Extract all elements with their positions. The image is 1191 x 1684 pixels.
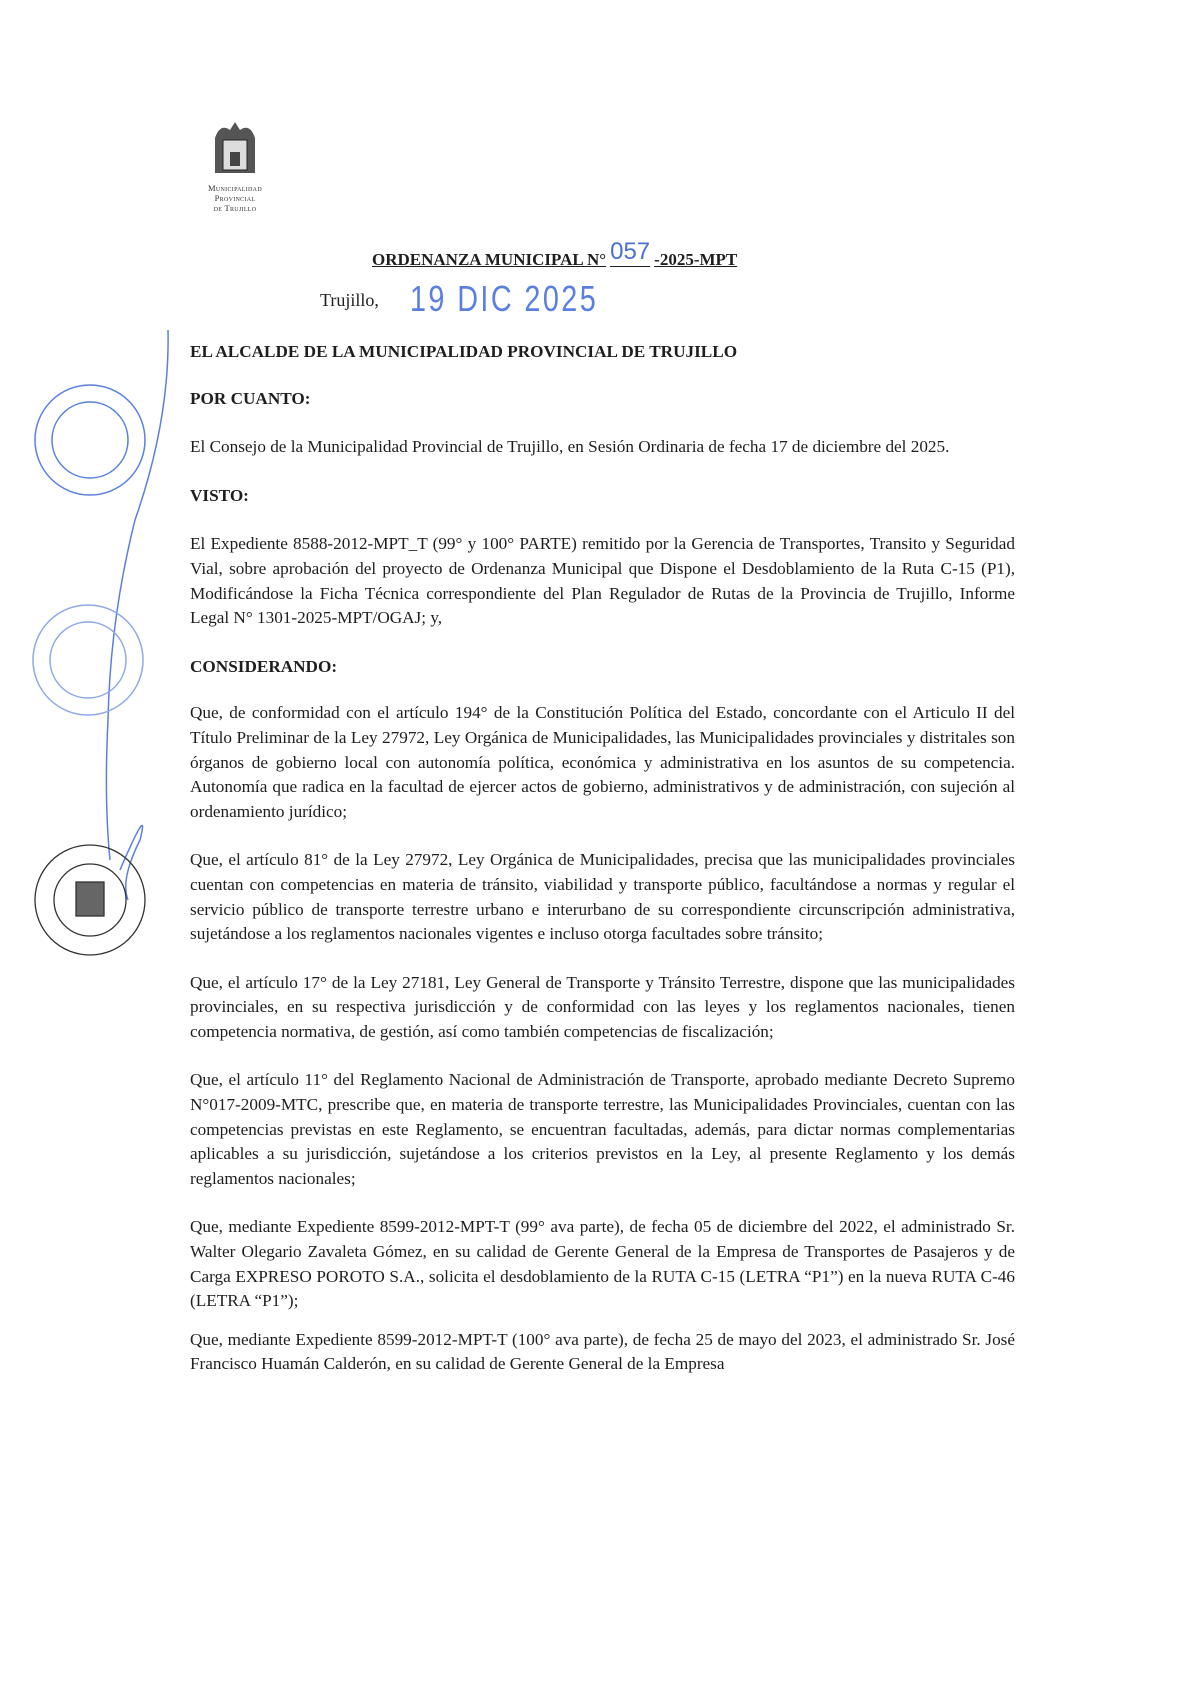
municipal-logo [190,118,280,213]
paragraph: Que, mediante Expediente 8599-2012-MPT-T (99° ava parte), de fecha 05 de diciembre del 2022, el administrado Sr. Walter Olegario Zavaleta Gómez, en su calidad de Gerente General de la Empresa de Transportes de Pasajeros y de Carga EXPRESO POROTO S.A., solicita el desdoblamiento de la RUTA C-15 (LETRA “P1”) en la nueva RUTA C-46 (LETRA “P1”); [190,1217,1015,1311]
section-por-cuanto [190,387,1015,460]
section-heading: POR CUANTO: [190,388,311,408]
stamps-and-signature [0,0,200,1000]
paragraph: El Expediente 8588-2012-MPT_T (99° y 100° PARTE) remitido por la Gerencia de Transportes, Transito y Seguridad Vial, sobre aprobación del proyecto de Ordenanza Municipal que Dispone el Desdoblamiento de la Ruta C-15 (P1), Modificándose la Ficha Técnica correspondiente del Plan Regulador de Rutas de la Provincia de Trujillo, Informe Legal N° 1301-2025-MPT/OGAJ; y, [190,534,1015,628]
paragraph: Que, de conformidad con el artículo 194° de la Constitución Política del Estado, concordante con el Articulo II del Título Preliminar de la Ley 27972, Ley Orgánica de Municipalidades, las Municipalidades provinciales y distritales son órganos de gobierno local con autonomía política, económica y administrativa en los asuntos de su competencia. Autonomía que radica en la facultad de ejercer actos de gobierno, administrativos y de administración, con sujeción al ordenamiento jurídico; [190,703,1015,821]
title-prefix: ORDENANZA MUNICIPAL N° [372,250,607,269]
document-body [190,340,1015,1401]
document-title [372,238,738,272]
date-stamp: 19 DIC 2025 [410,278,599,319]
place: Trujillo, [320,290,379,310]
addressee: EL ALCALDE DE LA MUNICIPALIDAD PROVINCIAL DE TRUJILLO [190,342,738,361]
coat-of-arms-icon [205,118,265,178]
section-heading: CONSIDERANDO: [190,656,338,676]
paragraph: Que, el artículo 17° de la Ley 27181, Ley General de Transporte y Tránsito Terrestre, dispone que las municipalidades provinciales, en su respectiva jurisdicción y de conformidad con las leyes y los reglamentos nacionales, tienen competencia normativa, de gestión, así como también competencias de fiscalización; [190,972,1015,1041]
title-suffix: -2025-MPT [654,250,738,269]
paragraph: Que, el artículo 11° del Reglamento Nacional de Administración de Transporte, aprobado mediante Decreto Supremo N°017-2009-MTC, prescribe que, en materia de transporte terrestre, las Municipalidades Provinciales, cuentan con las competencias previstas en este Reglamento, se encuentran facultadas, además, para dictar normas complementarias aplicables a su jurisdicción, sujetándose a los criterios previstos en la Ley, al presente Reglamento y los demás reglamentos nacionales; [190,1070,1015,1188]
logo-line: de Trujillo [213,203,257,213]
paragraph: Que, el artículo 81° de la Ley 27972, Ley Orgánica de Municipalidades, precisa que las municipalidades provinciales cuentan con competencias en materia de tránsito, viabilidad y transporte público, facultándose a normas y regular el servicio público de transporte terrestre urbano e interurbano de su correspondiente circunscripción administrativa, sujetándose a los reglamentos nacionales vigentes e incluso otorga facultades sobre tránsito; [190,850,1015,944]
section-heading: VISTO: [190,485,249,505]
logo-line: Provincial [214,193,256,203]
paragraph: El Consejo de la Municipalidad Provincial de Trujillo, en Sesión Ordinaria de fecha 17 de diciembre del 2025. [190,437,950,457]
section-visto [190,484,1015,631]
paragraph: Que, mediante Expediente 8599-2012-MPT-T (100° ava parte), de fecha 25 de mayo del 2023, el administrado Sr. José Francisco Huamán Calderón, en su calidad de Gerente General de la Empresa [190,1329,1015,1374]
signature-line [106,330,168,860]
ordinance-number: 057 [610,238,651,265]
logo-line: Municipalidad [208,183,262,193]
